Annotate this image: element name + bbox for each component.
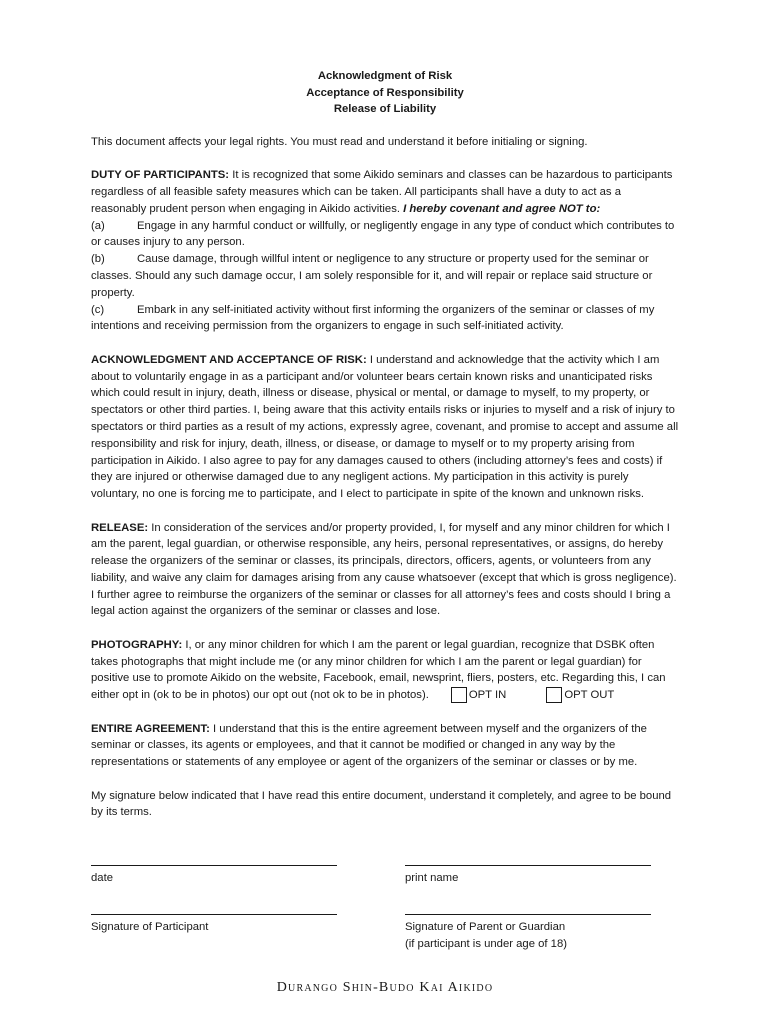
- opt-out-label: OPT OUT: [564, 689, 615, 702]
- signature-row-1: [91, 855, 679, 887]
- duty-item-c: [91, 302, 679, 336]
- date-label: date: [91, 872, 113, 884]
- duty-text: It is recognized that some Aikido seminars and classes can be hazardous to participants regardless of all feasible safety measures which can be taken. All participants shall have a duty to act as a reasonably prudent person when engaging in Aikido activities.: [91, 169, 673, 215]
- date-line[interactable]: [91, 855, 337, 866]
- photography-section: [91, 637, 679, 704]
- print-name-line[interactable]: [405, 855, 651, 866]
- duty-item-label: (a): [91, 219, 105, 232]
- print-name-field[interactable]: [405, 855, 651, 887]
- entire-agreement-section: [91, 721, 679, 771]
- duty-heading: DUTY OF PARTICIPANTS:: [91, 169, 230, 182]
- guardian-signature-note: (if participant is under age of 18): [405, 937, 568, 950]
- duty-item-label: (b): [91, 253, 105, 266]
- guardian-signature-label: Signature of Parent or Guardian: [405, 920, 566, 933]
- guardian-signature-field[interactable]: [405, 904, 651, 953]
- opt-in-checkbox[interactable]: [451, 687, 467, 703]
- release-section: [91, 520, 679, 621]
- acknowledgment-heading: ACKNOWLEDGMENT AND ACCEPTANCE OF RISK:: [91, 353, 367, 366]
- organization-footer: Durango Shin-Budo Kai Aikido: [276, 980, 494, 995]
- title-line-3: Release of Liability: [333, 103, 437, 116]
- duty-item-text: Cause damage, through willful intent or negligence to any structure or property used for the seminar or classes. Should any such damage occur, I am solely responsible for it, and will repair or replace said structure or property.: [91, 253, 653, 299]
- intro-paragraph: This document affects your legal rights. You must read and understand it before initialing or signing.: [91, 135, 588, 148]
- duty-item-label: (c): [91, 303, 105, 316]
- signature-row-2: [91, 904, 679, 953]
- photography-text: I, or any minor children for which I am the parent or legal guardian, recognize that DSBK often takes photographs that might include me (or any minor children for which I am the parent or legal guardian) for positive use to promote Aikido on the website, Facebook, email, newsprint, fliers, posters, etc. Regarding this, I can either opt in (ok to be in photos) our opt out (not ok to be in photos).: [91, 638, 666, 702]
- guardian-signature-line[interactable]: [405, 904, 651, 915]
- duty-item-a: [91, 218, 679, 252]
- opt-in-label: OPT IN: [468, 689, 507, 702]
- duty-section: [91, 167, 679, 335]
- print-name-label: print name: [405, 872, 459, 884]
- release-text: In consideration of the services and/or property provided, I, for myself and any minor children for which I am the parent, legal guardian, or otherwise responsible, any heirs, personal representatives, or assigns, do hereby release the organizers of the seminar or classes, its principals, directors, officers, agents, or volunteers from any liability, and waive any claim for damages arising from any cause whatsoever (except that which is gross negligence). I further agree to reimburse the organizers of the seminar or classes for all attorney’s fees and costs should I bring a legal action against the organizers of the seminar or classes and lose.: [91, 521, 677, 618]
- entire-agreement-text: I understand that this is the entire agreement between myself and the organizers of the seminar or classes, its agents or employees, and that it cannot be modified or changed in any way by the representations or statements of any employee or agent of the organizers of the seminar or classes or by me.: [91, 722, 647, 769]
- signature-area: [91, 855, 679, 969]
- photography-heading: PHOTOGRAPHY:: [91, 638, 183, 651]
- duty-item-b: [91, 251, 679, 301]
- participant-signature-label: Signature of Participant: [91, 920, 209, 933]
- title-line-1: Acknowledgment of Risk: [317, 70, 453, 82]
- duty-covenant: I hereby covenant and agree NOT to:: [403, 202, 601, 215]
- participant-signature-line[interactable]: [91, 904, 337, 915]
- duty-item-text: Embark in any self-initiated activity without first informing the organizers of the seminar or classes of my intentions and receiving permission from the organizers to engage in such self-initiated activity.: [91, 303, 655, 333]
- document-body: [91, 68, 679, 838]
- duty-item-text: Engage in any harmful conduct or willfully, or negligently engage in any type of conduct which contributes to or causes injury to any person.: [91, 219, 675, 249]
- signature-statement: My signature below indicated that I have read this entire document, understand it completely, and agree to be bound by its terms.: [91, 789, 672, 819]
- acknowledgment-text: I understand and acknowledge that the activity which I am about to voluntarily engage in as a participant and/or volunteer bears certain known risks and unanticipated risks which could result in injury, death, illness or disease, physical or mental, or damage to myself, to my property, or spectators or other third parties. I, being aware that this activity entails risks or injuries to myself and a risk of injury to spectators or third parties as a result of my actions, expressly agree, covenant, and promise to accept and assume all responsibility and risk for injury, death, illness, or disease, or damage to myself or to my property arising from participation in Aikido. I also agree to pay for any damages caused to others (including attorney’s fees and costs) if they are injured or otherwise damaged due to any negligent actions. My participation in this activity is purely voluntary, no one is forcing me to participate, and I elect to participate in spite of the known and unknown risks.: [91, 353, 679, 501]
- date-field[interactable]: [91, 855, 337, 887]
- release-heading: RELEASE:: [91, 521, 149, 534]
- document-title: [91, 68, 679, 118]
- title-line-2: Acceptance of Responsibility: [306, 86, 464, 99]
- participant-signature-field[interactable]: [91, 904, 337, 953]
- acknowledgment-section: [91, 352, 679, 503]
- entire-agreement-heading: ENTIRE AGREEMENT:: [91, 722, 210, 735]
- opt-out-checkbox[interactable]: [546, 687, 562, 703]
